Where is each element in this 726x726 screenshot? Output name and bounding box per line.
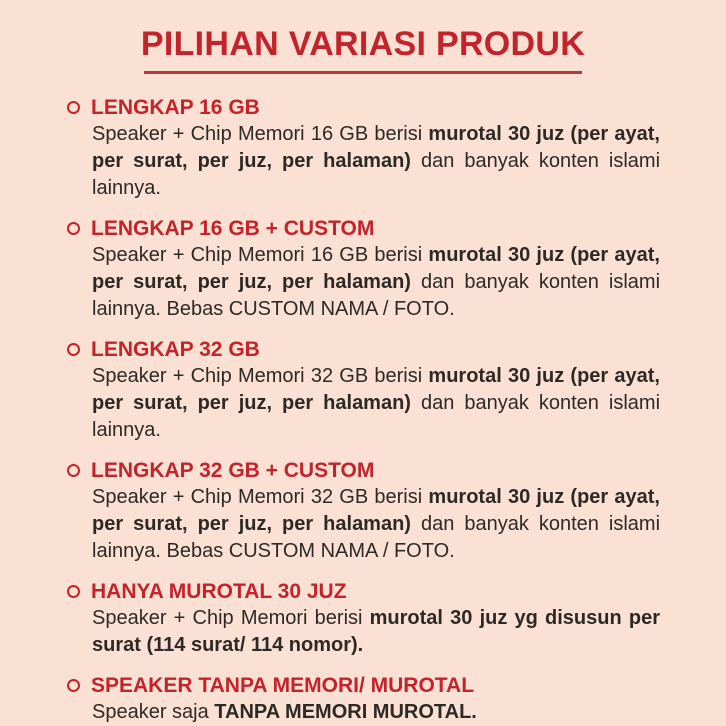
variant-description [92, 242, 660, 323]
variant-heading: LENGKAP 32 GB + CUSTOM [91, 459, 375, 482]
description-text: Speaker + Chip Memori 16 GB berisi [92, 244, 429, 266]
title-underline [144, 71, 582, 74]
description-bold-text: murotal 30 juz yg disusun per surat (114 surat/ 114 nomor). [92, 607, 660, 656]
variant-heading: SPEAKER TANPA MEMORI/ MUROTAL [91, 674, 475, 697]
open-circle-bullet-icon [67, 101, 80, 114]
variant-section-lengkap-16gb [66, 94, 660, 202]
description-text: Speaker + Chip Memori 32 GB berisi [92, 365, 429, 387]
description-bold-text: TANPA MEMORI MUROTAL. [214, 701, 477, 723]
description-text: Speaker saja [92, 701, 215, 723]
variant-heading-row [66, 457, 660, 484]
variant-heading: HANYA MUROTAL 30 JUZ [91, 580, 347, 603]
variant-heading-row [66, 578, 660, 605]
description-text: dan banyak konten islami lainnya. [92, 392, 661, 441]
title-block [66, 25, 660, 74]
description-text: Speaker + Chip Memori berisi [92, 607, 370, 629]
description-text: Speaker + Chip Memori 32 GB berisi [92, 486, 429, 508]
variant-heading-row [66, 672, 660, 699]
open-circle-bullet-icon [67, 343, 80, 356]
variant-heading: LENGKAP 32 GB [91, 338, 260, 361]
variant-description [92, 699, 660, 726]
variant-description [92, 605, 660, 659]
variant-section-lengkap-32gb [66, 336, 660, 444]
description-text: dan banyak konten islami lainnya. Bebas CUSTOM NAMA / FOTO. [92, 271, 661, 320]
variant-section-speaker-tanpa-memori [66, 672, 660, 726]
variant-heading-row [66, 94, 660, 121]
variant-heading-row [66, 336, 660, 363]
description-text: dan banyak konten islami lainnya. [92, 150, 661, 199]
open-circle-bullet-icon [67, 464, 80, 477]
variant-heading: LENGKAP 16 GB + CUSTOM [91, 217, 375, 240]
variant-heading: LENGKAP 16 GB [91, 96, 260, 119]
open-circle-bullet-icon [67, 222, 80, 235]
variant-section-hanya-murotal [66, 578, 660, 659]
variant-section-lengkap-32gb-custom [66, 457, 660, 565]
description-bold-text: murotal 30 juz (per ayat, per surat, per juz, per halaman) [92, 123, 660, 172]
open-circle-bullet-icon [67, 679, 80, 692]
variant-section-lengkap-16gb-custom [66, 215, 660, 323]
variant-description [92, 121, 660, 202]
description-bold-text: murotal 30 juz (per ayat, per surat, per juz, per halaman) [92, 365, 660, 414]
page-title: PILIHAN VARIASI PRODUK [140, 25, 586, 63]
variant-description [92, 363, 660, 444]
variant-heading-row [66, 215, 660, 242]
description-text: dan banyak konten islami lainnya. Bebas CUSTOM NAMA / FOTO. [92, 513, 661, 562]
description-text: Speaker + Chip Memori 16 GB berisi [92, 123, 429, 145]
variant-list [66, 94, 660, 726]
open-circle-bullet-icon [67, 585, 80, 598]
variant-description [92, 484, 660, 565]
description-bold-text: murotal 30 juz (per ayat, per surat, per juz, per halaman) [92, 486, 660, 535]
description-bold-text: murotal 30 juz (per ayat, per surat, per juz, per halaman) [92, 244, 660, 293]
